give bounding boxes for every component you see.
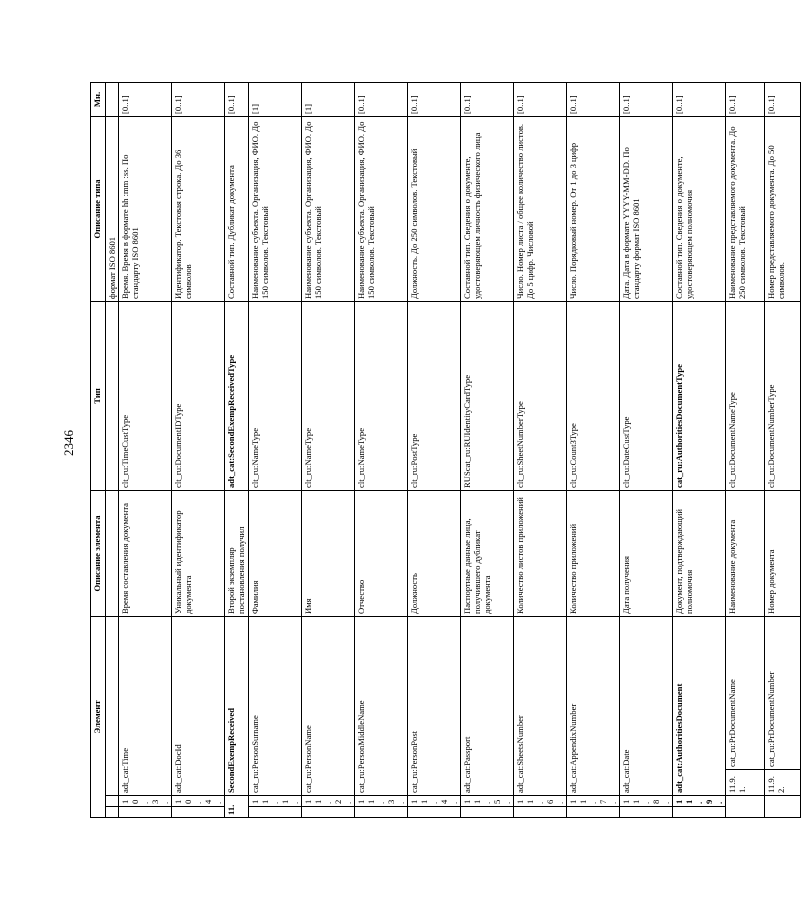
multiplicity: [0..1]	[225, 82, 249, 116]
element-name: adt_cat:AuthoritiesDocument	[673, 616, 726, 795]
element-description: Количество приложений	[567, 490, 620, 616]
row-number: 11.3.	[355, 796, 408, 807]
element-name: cat_ru:PrDocumentName	[726, 616, 765, 769]
row-number: 11.5.	[461, 796, 514, 807]
type-name: clt_ru:NameType	[302, 301, 355, 490]
row-number: 11.9.1.	[726, 770, 765, 796]
type-name: clt_ru:SheetNumberType	[514, 301, 567, 490]
row-number: 11.6.	[514, 796, 567, 807]
type-description: Составной тип. Дубликат документа	[225, 116, 249, 301]
table-row	[355, 82, 408, 817]
type-description: Идентификатор. Текстовая строка. До 36 символов	[172, 116, 225, 301]
element-description: Имя	[302, 490, 355, 616]
element-description: Должность	[408, 490, 461, 616]
row-number: 11.8.	[620, 796, 673, 807]
indent-cell	[119, 807, 172, 818]
table-row	[225, 82, 249, 817]
header-element: Элемент	[91, 616, 106, 817]
element-description: Уникальный идентификатор документа	[172, 490, 225, 616]
element-description: Дата получения	[620, 490, 673, 616]
multiplicity: [0..1]	[355, 82, 408, 116]
indent-cell	[172, 807, 225, 818]
type-description: формат ISO 8601	[106, 116, 119, 301]
type-name	[106, 301, 119, 490]
multiplicity: [1]	[302, 82, 355, 116]
row-number: 10.3.	[119, 796, 172, 807]
row-number: 11.7.	[567, 796, 620, 807]
element-name: adt_cat:Passport	[461, 616, 514, 795]
multiplicity: [0..1]	[461, 82, 514, 116]
indent-cell	[302, 807, 355, 818]
element-description: Отчество	[355, 490, 408, 616]
multiplicity: [0..1]	[620, 82, 673, 116]
multiplicity: [0..1]	[514, 82, 567, 116]
row-number: 11.2.	[302, 796, 355, 807]
element-name: cat_ru:PersonMiddleName	[355, 616, 408, 795]
table-row	[567, 82, 620, 817]
type-description: Должность. До 250 символов. Текстовый	[408, 116, 461, 301]
indent-cell	[673, 807, 726, 818]
type-description: Число. Порядковый номер. От 1 до 3 цифр	[567, 116, 620, 301]
table-row	[408, 82, 461, 817]
element-name: cat_ru:PersonSurname	[249, 616, 302, 795]
type-name: adt_cat:SecondExempReceivedType	[225, 301, 249, 490]
table-row	[726, 82, 765, 817]
multiplicity: [0..1]	[408, 82, 461, 116]
element-name: SecondExempReceived	[225, 616, 249, 795]
type-name: clt_ru:DocumentNameType	[726, 301, 765, 490]
element-description: Наименование документа	[726, 490, 765, 616]
element-name: adt_cat:Date	[620, 616, 673, 795]
multiplicity: [0..1]	[567, 82, 620, 116]
schema-table	[90, 82, 801, 818]
indent-cell	[106, 807, 119, 818]
multiplicity: [0..1]	[765, 82, 801, 116]
element-name	[106, 616, 119, 795]
table-row	[106, 82, 119, 817]
type-name: clt_ru:TimeCustType	[119, 301, 172, 490]
type-description: Наименование субъекта. Организация, ФИО. До 150 символов. Текстовый	[302, 116, 355, 301]
element-name: adt_cat:AppendixNumber	[567, 616, 620, 795]
table-row	[673, 82, 726, 817]
indent-cell	[514, 807, 567, 818]
row-number: 10.4.	[172, 796, 225, 807]
header-type: Тип	[91, 301, 106, 490]
element-description	[106, 490, 119, 616]
row-number: 11.1.	[249, 796, 302, 807]
header-description: Описание элемента	[91, 490, 106, 616]
element-description: Количество листов приложений	[514, 490, 567, 616]
multiplicity: [1]	[249, 82, 302, 116]
element-name: cat_ru:PrDocumentNumber	[765, 616, 801, 769]
type-description: Дата. Дата в формате YYYY-MM-DD. По стандарту формат ISO 8601	[620, 116, 673, 301]
multiplicity: [0..1]	[172, 82, 225, 116]
element-name: adt_cat:Time	[119, 616, 172, 795]
row-number: 11.	[225, 796, 249, 818]
table-row	[461, 82, 514, 817]
element-description: Второй экземпляр постановления получил	[225, 490, 249, 616]
indent-cell	[765, 796, 801, 818]
table-row	[302, 82, 355, 817]
element-name: adt_cat:DocId	[172, 616, 225, 795]
element-name: adt_cat:SheetsNumber	[514, 616, 567, 795]
rotated-table-wrapper	[90, 83, 786, 818]
multiplicity: [0..1]	[673, 82, 726, 116]
indent-cell	[355, 807, 408, 818]
element-description: Паспортные данные лица, получившего дубликат документа	[461, 490, 514, 616]
type-name: clt_ru:NameType	[355, 301, 408, 490]
indent-cell	[408, 807, 461, 818]
row-number: 11.9.2.	[765, 770, 801, 796]
type-name: cat_ru:AuthoritiesDocumentType	[673, 301, 726, 490]
row-number: 11.4.	[408, 796, 461, 807]
table-row	[172, 82, 225, 817]
multiplicity: [0..1]	[119, 82, 172, 116]
type-name: clt_ru:Count3Type	[567, 301, 620, 490]
type-description: Составной тип. Сведения о документе, удостоверяющем полномочия	[673, 116, 726, 301]
type-description: Наименование субъекта. Организация, ФИО. До 150 символов. Текстовый	[355, 116, 408, 301]
type-description: Время. Время в формате hh :mm :ss. По стандарту ISO 8601	[119, 116, 172, 301]
type-description: Число. Номер листа / общее количество листов. До 5 цифр. Числовой	[514, 116, 567, 301]
table-row	[620, 82, 673, 817]
page-number: 2346	[61, 430, 76, 456]
element-description: Номер документа	[765, 490, 801, 616]
type-name: clt_ru:NameType	[249, 301, 302, 490]
type-description: Наименование субъекта. Организация, ФИО. До 150 символов. Текстовый	[249, 116, 302, 301]
element-description: Фамилия	[249, 490, 302, 616]
table-header-row	[91, 82, 106, 817]
indent-cell	[249, 807, 302, 818]
indent-cell	[461, 807, 514, 818]
element-name: cat_ru:PersonName	[302, 616, 355, 795]
multiplicity	[106, 82, 119, 116]
indent-cell	[567, 807, 620, 818]
header-multiplicity: Мн.	[91, 82, 106, 116]
table-row	[119, 82, 172, 817]
row-number: 11.9.	[673, 796, 726, 807]
type-description: Наименование представляемого документа. До 250 символов. Текстовый	[726, 116, 765, 301]
header-type-description: Описание типа	[91, 116, 106, 301]
type-name: clt_ru:DocumentNumberType	[765, 301, 801, 490]
element-description: Документ, подтверждающий полномочия	[673, 490, 726, 616]
element-name: cat_ru:PersonPost	[408, 616, 461, 795]
row-number	[106, 796, 119, 807]
type-name: clt_ru:PostType	[408, 301, 461, 490]
type-description: Номер представляемого документа. До 50 символов.	[765, 116, 801, 301]
multiplicity: [0..1]	[726, 82, 765, 116]
type-name: clt_ru:DocumentIDType	[172, 301, 225, 490]
type-name: clt_ru:DateCustType	[620, 301, 673, 490]
element-description: Время составления документа	[119, 490, 172, 616]
type-name: RUScat_ru:RUIdentityCardType	[461, 301, 514, 490]
indent-cell	[726, 796, 765, 818]
table-row	[249, 82, 302, 817]
table-row	[765, 82, 801, 817]
type-description: Составной тип. Сведения о документе, удостоверяющем личность физического лица	[461, 116, 514, 301]
indent-cell	[620, 807, 673, 818]
table-row	[514, 82, 567, 817]
